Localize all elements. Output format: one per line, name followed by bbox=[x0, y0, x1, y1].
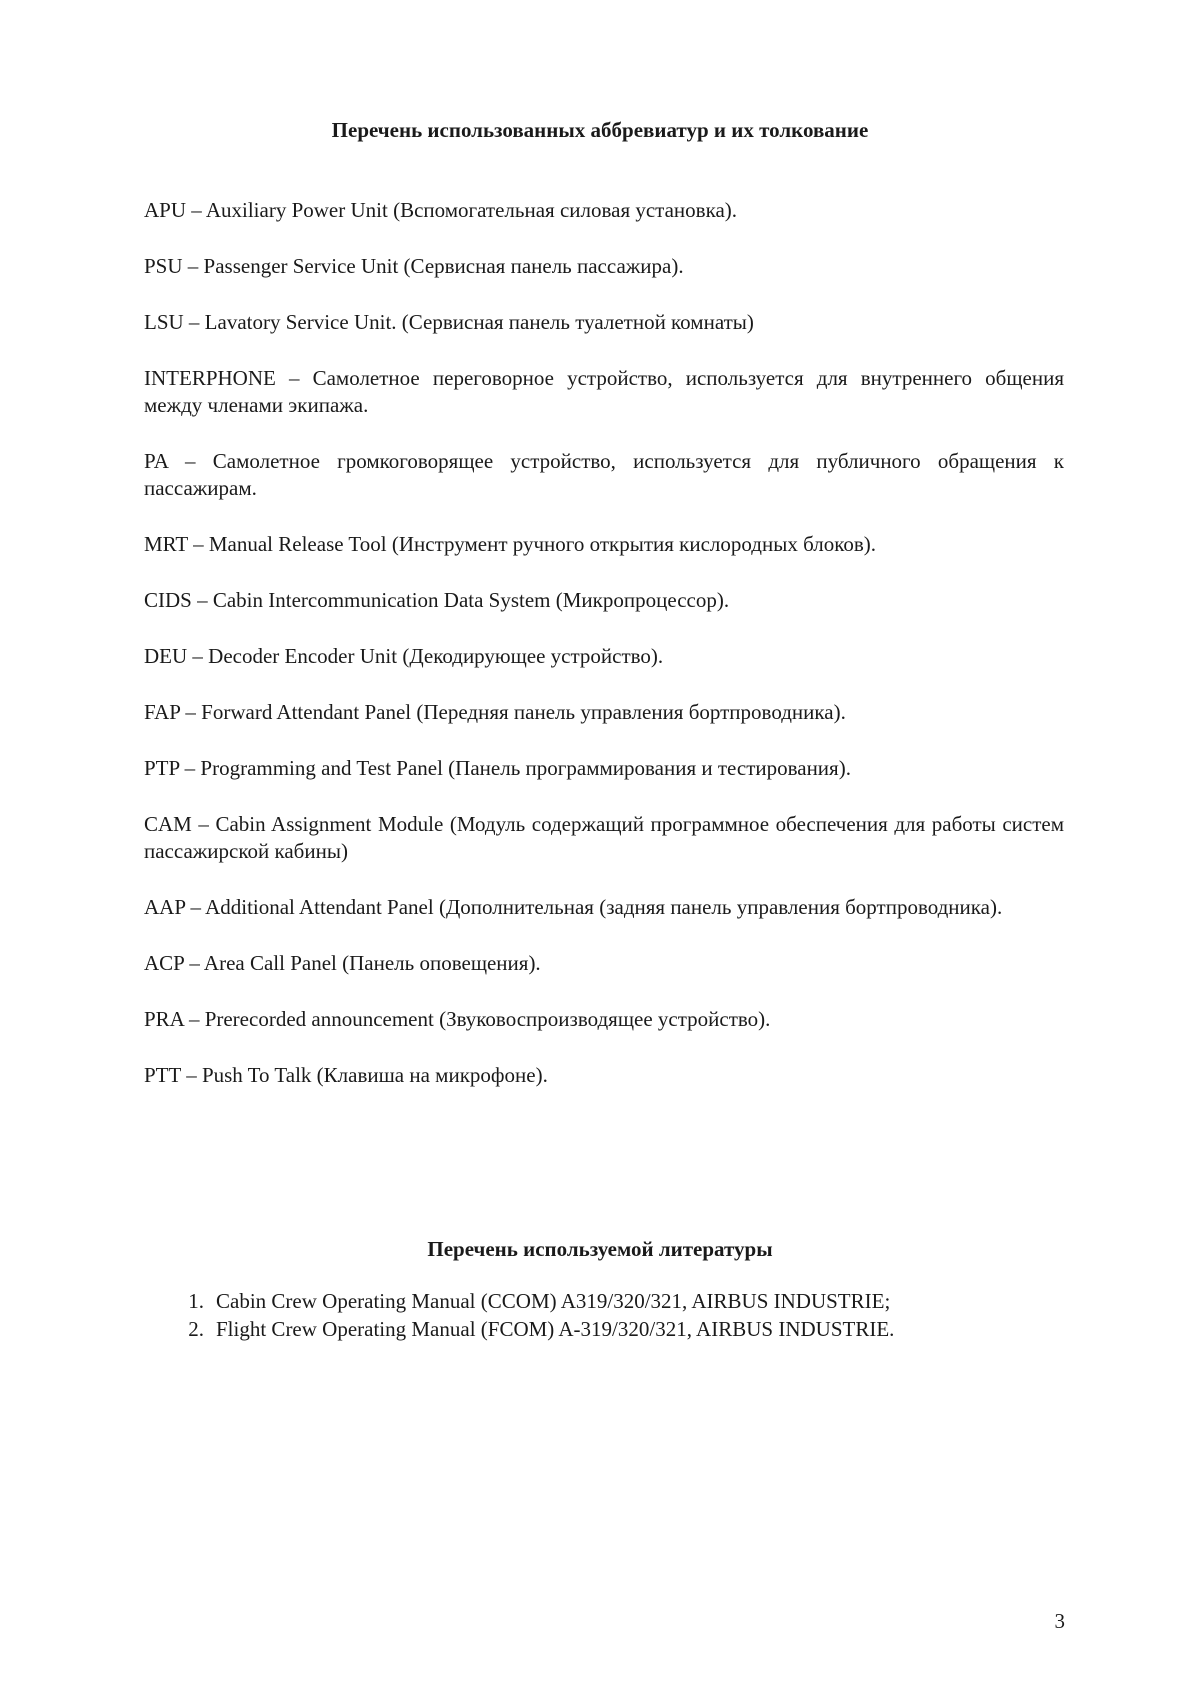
literature-title: Перечень используемой литературы bbox=[427, 1237, 773, 1261]
abbreviation-entry-acp: ACP – Area Call Panel (Панель оповещения). bbox=[144, 951, 541, 975]
literature-item-text: Flight Crew Operating Manual (FCOM) A-319/320/321, AIRBUS INDUSTRIE. bbox=[216, 1317, 895, 1341]
abbreviation-entry-lsu: LSU – Lavatory Service Unit. (Сервисная панель туалетной комнаты) bbox=[144, 310, 754, 334]
literature-list bbox=[144, 1287, 1064, 1343]
abbreviation-entry-fap: FAP – Forward Attendant Panel (Передняя панель управления бортпроводника). bbox=[144, 700, 846, 724]
literature-item-number: 1. bbox=[188, 1289, 204, 1313]
page-number: 3 bbox=[1054, 1609, 1065, 1633]
abbreviation-entry-interphone: INTERPHONE – Самолетное переговорное устройство, используется для внутреннего общения между членами экипажа. bbox=[144, 366, 1064, 417]
abbreviations-title: Перечень использованных аббревиатур и их толкование bbox=[331, 118, 869, 142]
abbreviation-entry-aap: AAP – Additional Attendant Panel (Дополнительная (задняя панель управления бортпроводника). bbox=[144, 895, 1003, 919]
abbreviation-entry-ptt: PTT – Push To Talk (Клавиша на микрофоне). bbox=[144, 1063, 548, 1087]
abbreviation-entry-pa: PA – Самолетное громкоговорящее устройство, используется для публичного обращения к пассажирам. bbox=[144, 449, 1064, 500]
literature-item bbox=[144, 1315, 1064, 1343]
abbreviations-list bbox=[144, 197, 1064, 1118]
literature-item-number: 2. bbox=[188, 1317, 204, 1341]
abbreviation-entry-apu: APU – Auxiliary Power Unit (Вспомогательная силовая установка). bbox=[144, 198, 738, 222]
abbreviation-entry-mrt: MRT – Manual Release Tool (Инструмент ручного открытия кислородных блоков). bbox=[144, 532, 877, 556]
abbreviation-entry-ptp: PTP – Programming and Test Panel (Панель программирования и тестирования). bbox=[144, 756, 851, 780]
abbreviation-entry-cam: CAM – Cabin Assignment Module (Модуль содержащий программное обеспечения для работы систем пассажирской кабины) bbox=[144, 812, 1064, 863]
literature-item bbox=[144, 1287, 1064, 1315]
abbreviation-entry-psu: PSU – Passenger Service Unit (Сервисная панель пассажира). bbox=[144, 254, 684, 278]
abbreviation-entry-pra: PRA – Prerecorded announcement (Звуковоспроизводящее устройство). bbox=[144, 1007, 771, 1031]
abbreviation-entry-cids: CIDS – Cabin Intercommunication Data System (Микропроцессор). bbox=[144, 588, 730, 612]
abbreviation-entry-deu: DEU – Decoder Encoder Unit (Декодирующее устройство). bbox=[144, 644, 664, 668]
literature-item-text: Cabin Crew Operating Manual (CCOM) A319/320/321, AIRBUS INDUSTRIE; bbox=[216, 1289, 891, 1313]
